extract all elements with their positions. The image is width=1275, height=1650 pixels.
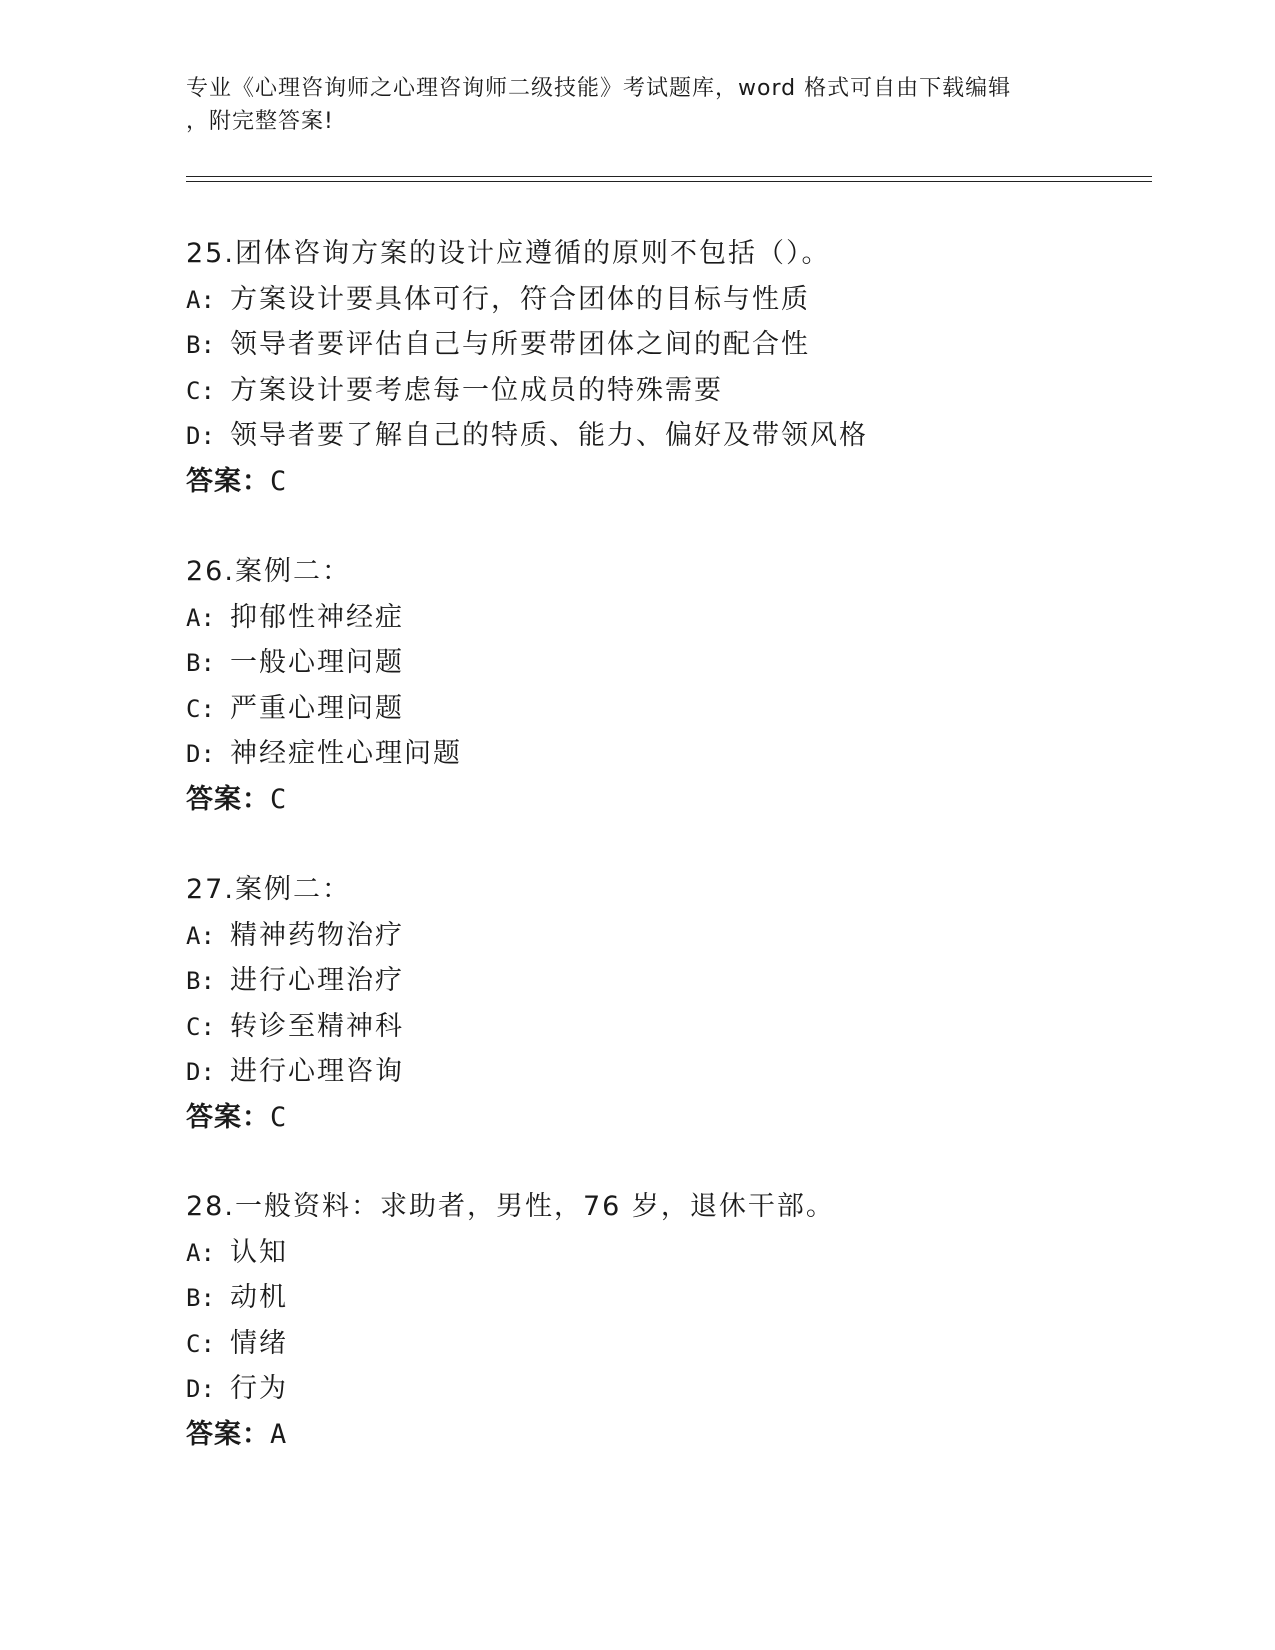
question-stem: 26.案例二： — [186, 556, 351, 587]
answer-line — [186, 1412, 1146, 1458]
option-c — [186, 686, 1146, 732]
header-line-1: 专业《心理咨询师之心理咨询师二级技能》考试题库，word 格式可自由下载编辑 — [186, 76, 1012, 101]
option-text: 进行心理治疗 — [230, 965, 404, 996]
option-text: 动机 — [230, 1282, 288, 1313]
option-letter: B: — [186, 1284, 215, 1312]
document-header — [186, 72, 1086, 138]
option-d — [186, 1366, 1146, 1412]
option-text: 抑郁性神经症 — [230, 601, 404, 633]
answer-line — [186, 777, 1146, 823]
question-stem: 25.团体咨询方案的设计应遵循的原则不包括（）。 — [186, 238, 831, 269]
option-text: 情绪 — [230, 1327, 288, 1359]
option-text: 方案设计要具体可行，符合团体的目标与性质 — [230, 283, 810, 315]
answer-line — [186, 459, 1146, 505]
option-letter: B: — [186, 649, 215, 677]
answer-value: C — [270, 1101, 288, 1133]
option-text: 转诊至精神科 — [230, 1010, 404, 1042]
question-27 — [186, 867, 1146, 1140]
option-b — [186, 322, 1146, 368]
option-text: 精神药物治疗 — [230, 919, 404, 951]
answer-value: C — [270, 783, 288, 815]
answer-value: A — [270, 1418, 288, 1450]
option-letter: C: — [186, 1012, 215, 1041]
option-text: 进行心理咨询 — [230, 1056, 404, 1087]
option-letter: B: — [186, 331, 215, 359]
option-b — [186, 1275, 1146, 1321]
option-letter: D: — [186, 1058, 215, 1086]
option-text: 一般心理问题 — [230, 647, 404, 678]
option-letter: A: — [186, 285, 215, 314]
answer-value: C — [270, 465, 288, 497]
option-a — [186, 595, 1146, 641]
option-text: 认知 — [230, 1236, 288, 1268]
answer-label: 答案： — [186, 1101, 270, 1133]
option-a — [186, 277, 1146, 323]
question-26 — [186, 549, 1146, 822]
option-letter: A: — [186, 921, 215, 950]
option-letter: C: — [186, 694, 215, 723]
option-letter: A: — [186, 603, 215, 632]
header-divider-bottom — [186, 181, 1152, 182]
answer-label: 答案： — [186, 1418, 270, 1450]
answer-line — [186, 1095, 1146, 1141]
answer-label: 答案： — [186, 783, 270, 815]
option-a — [186, 913, 1146, 959]
header-line-2: ，附完整答案! — [186, 109, 334, 134]
option-text: 神经症性心理问题 — [230, 738, 462, 769]
question-25 — [186, 231, 1146, 504]
option-letter: A: — [186, 1238, 215, 1267]
option-a — [186, 1230, 1146, 1276]
question-stem: 28.一般资料：求助者，男性，76 岁，退休干部。 — [186, 1191, 835, 1222]
option-letter: C: — [186, 1329, 215, 1358]
header-divider-top — [186, 176, 1152, 177]
option-c — [186, 1004, 1146, 1050]
option-letter: B: — [186, 967, 215, 995]
question-stem: 27.案例二： — [186, 874, 351, 905]
answer-label: 答案： — [186, 465, 270, 497]
option-text: 严重心理问题 — [230, 692, 404, 724]
option-b — [186, 958, 1146, 1004]
option-text: 方案设计要考虑每一位成员的特殊需要 — [230, 374, 723, 406]
option-letter: D: — [186, 422, 215, 450]
option-d — [186, 731, 1146, 777]
option-d — [186, 1049, 1146, 1095]
option-letter: D: — [186, 1375, 215, 1403]
option-letter: D: — [186, 740, 215, 768]
option-letter: C: — [186, 376, 215, 405]
option-c — [186, 368, 1146, 414]
option-text: 领导者要评估自己与所要带团体之间的配合性 — [230, 329, 810, 360]
question-28 — [186, 1184, 1146, 1457]
option-b — [186, 640, 1146, 686]
option-c — [186, 1321, 1146, 1367]
option-d — [186, 413, 1146, 459]
option-text: 领导者要了解自己的特质、能力、偏好及带领风格 — [230, 420, 868, 451]
option-text: 行为 — [230, 1373, 288, 1404]
